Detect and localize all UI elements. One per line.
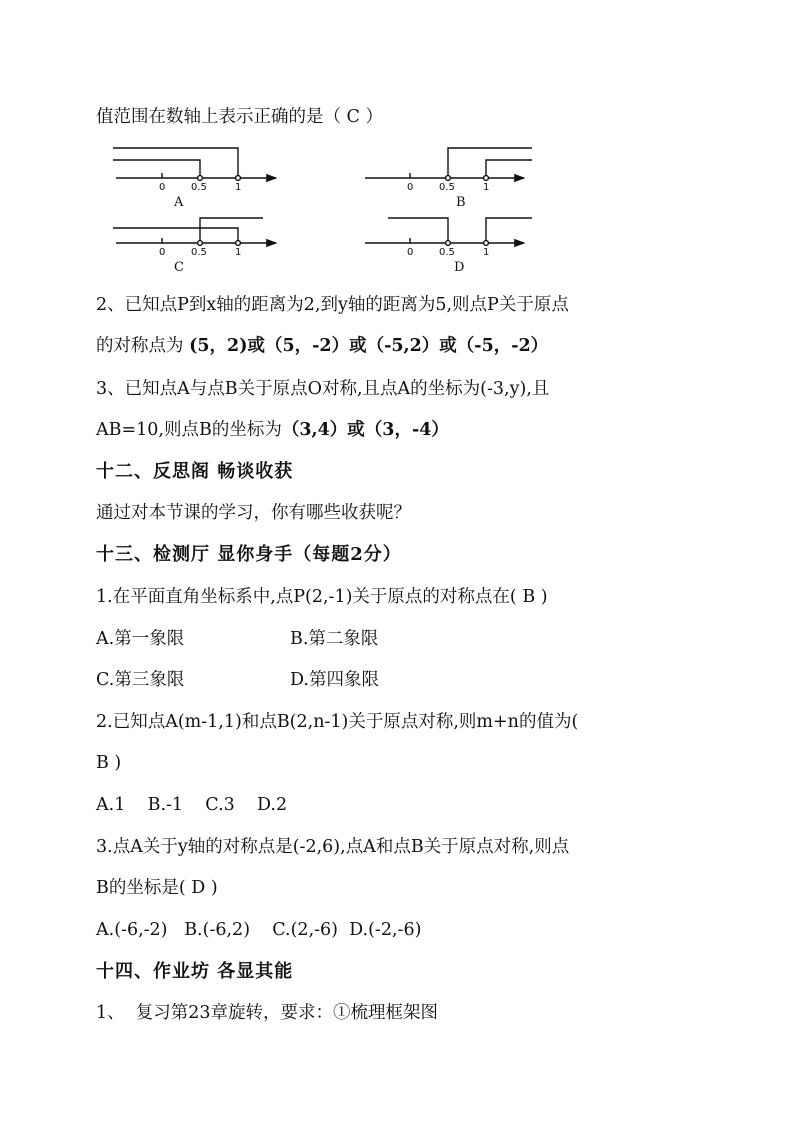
tick-label: 1 xyxy=(235,247,242,258)
option-a: A.第一象限 xyxy=(96,629,185,649)
homework-item-1: 1、 复习第23章旋转，要求：①梳理框架图 xyxy=(96,1003,439,1023)
question-3-prefix: AB=10,则点B的坐标为 xyxy=(96,420,282,440)
tick-label: 0 xyxy=(407,247,414,258)
option-b: B.第二象限 xyxy=(290,629,379,649)
tick-label: 0 xyxy=(407,182,414,193)
tick-label: 0.5 xyxy=(439,247,455,258)
section-heading-13: 十三、检测厅 显你身手（每题2分） xyxy=(96,544,402,565)
test-question-2-line-2: B ) xyxy=(96,753,122,773)
question-3-answer: （3,4）或（3，-4） xyxy=(281,420,449,440)
option-label-d: D xyxy=(454,260,465,275)
tick-label: 0 xyxy=(159,247,166,258)
question-3-line-1: 3、已知点A与点B关于原点O对称,且点A的坐标为(-3,y),且 xyxy=(96,379,550,399)
number-line-option-b xyxy=(365,148,532,180)
option-c: C.第三象限 xyxy=(96,670,185,690)
option-label-c: C xyxy=(174,260,184,275)
question-3-line-2 xyxy=(96,417,736,443)
tick-label: 1 xyxy=(483,247,490,258)
question-2-line-1: 2、已知点P到x轴的距离为2,到y轴的距离为5,则点P关于原点 xyxy=(96,295,569,315)
section-heading-12: 十二、反思阁 畅谈收获 xyxy=(96,461,294,482)
number-line-figure xyxy=(108,140,548,280)
tick-label: 1 xyxy=(483,182,490,193)
test-question-3-options: A.(-6,-2) B.(-6,2) C.(2,-6) D.(-2,-6) xyxy=(96,920,422,940)
test-question-1: 1.在平面直角坐标系中,点P(2,-1)关于原点的对称点在( B ) xyxy=(96,587,548,607)
question-2-line-2 xyxy=(96,333,736,359)
test-question-1-options-row-2 xyxy=(96,667,736,693)
option-label-b: B xyxy=(456,195,466,210)
question-2-answer: (5，2)或（5，-2）或（-5,2）或（-5，-2） xyxy=(189,336,549,356)
tick-label: 0.5 xyxy=(191,182,207,193)
option-d: D.第四象限 xyxy=(290,670,379,690)
tick-label: 1 xyxy=(235,182,242,193)
number-line-option-a xyxy=(113,148,276,180)
test-question-2-line-1: 2.已知点A(m-1,1)和点B(2,n-1)关于原点对称,则m+n的值为( xyxy=(96,712,579,732)
option-label-a: A xyxy=(174,195,184,210)
reflection-prompt: 通过对本节课的学习，你有哪些收获呢？ xyxy=(96,503,411,523)
section-heading-14: 十四、作业坊 各显其能 xyxy=(96,961,294,982)
test-question-2-options: A.1 B.-1 C.3 D.2 xyxy=(96,795,288,815)
test-question-3-line-2: B的坐标是( D ) xyxy=(96,878,218,898)
test-question-3-line-1: 3.点A关于y轴的对称点是(-2,6),点A和点B关于原点对称,则点 xyxy=(96,837,570,857)
number-line-option-c xyxy=(113,218,276,245)
tick-label: 0 xyxy=(159,182,166,193)
tick-label: 0.5 xyxy=(191,247,207,258)
test-question-1-options-row-1 xyxy=(96,626,736,652)
question-2-prefix: 的对称点为 xyxy=(96,336,190,356)
number-line-option-d xyxy=(365,218,532,245)
question-stem-continuation: 值范围在数轴上表示正确的是（ C ） xyxy=(96,107,384,127)
tick-label: 0.5 xyxy=(439,182,455,193)
